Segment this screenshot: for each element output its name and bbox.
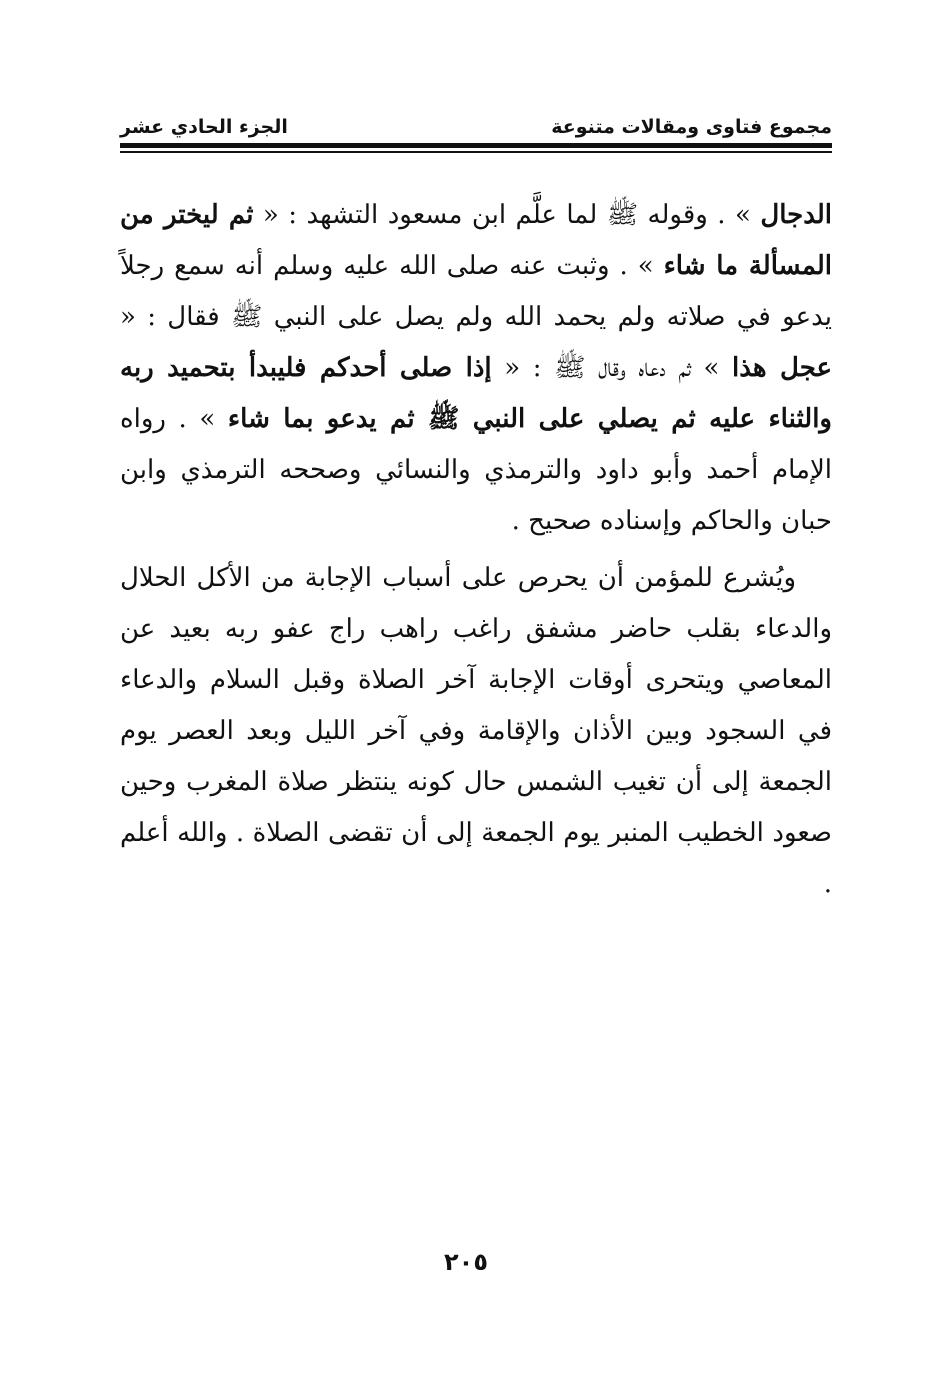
bold-fragment: الدجال [760, 200, 833, 230]
running-header [120, 108, 832, 138]
text-fragment: » . رواه الإمام أحمد وأبو داود والترمذي والنسائي وصححه الترمذي وابن حبان والحاكم وإسناده صحيح . [120, 404, 832, 536]
bold-fragment: إذا صلى أحدكم فليبدأ بتحميد ربه والثناء عليه ثم يصلي على النبي ﷺ ثم يدعو بما شاء [120, 353, 832, 434]
volume-label: الجزء الحادي عشر [120, 116, 288, 138]
text-fragment: » . وثبت عنه صلى الله عليه وسلم أنه سمع رجلاً يدعو في صلاته ولم يحمد الله ولم يصل على النبي ﷺ فقال : « [120, 251, 832, 332]
text-fragment: » ثم دعاه وقال ﷺ : « [491, 353, 733, 383]
paragraph-hadith-citation [120, 190, 832, 547]
paragraph-causes-of-answer: ويُشرع للمؤمن أن يحرص على أسباب الإجابة من الأكل الحلال والدعاء بقلب حاضر مشفق راغب راهب راج عفو ربه بعيد عن المعاصي ويتحرى أوقات الإجابة آخر الصلاة وقبل السلام والدعاء في السجود وبين الأذان والإقامة وفي آخر الليل وبعد العصر يوم الجمعة إلى أن تغيب الشمس حال كونه ينتظر صلاة المغرب وحين صعود الخطيب المنبر يوم الجمعة إلى أن تقضى الصلاة . والله أعلم . [120, 563, 832, 899]
book-title: مجموع فتاوى ومقالات متنوعة [551, 116, 832, 138]
page-body [120, 190, 832, 910]
bold-fragment: عجل هذا [732, 353, 833, 383]
header-rule-thick [120, 143, 832, 148]
header-rule-thin [120, 151, 832, 153]
bold-fragment: ثم ليختر من المسألة ما شاء [120, 200, 833, 281]
text-fragment: » . وقوله ﷺ لما علَّم ابن مسعود التشهد : « [253, 200, 761, 230]
page-number: ٢٠٥ [444, 1248, 488, 1276]
